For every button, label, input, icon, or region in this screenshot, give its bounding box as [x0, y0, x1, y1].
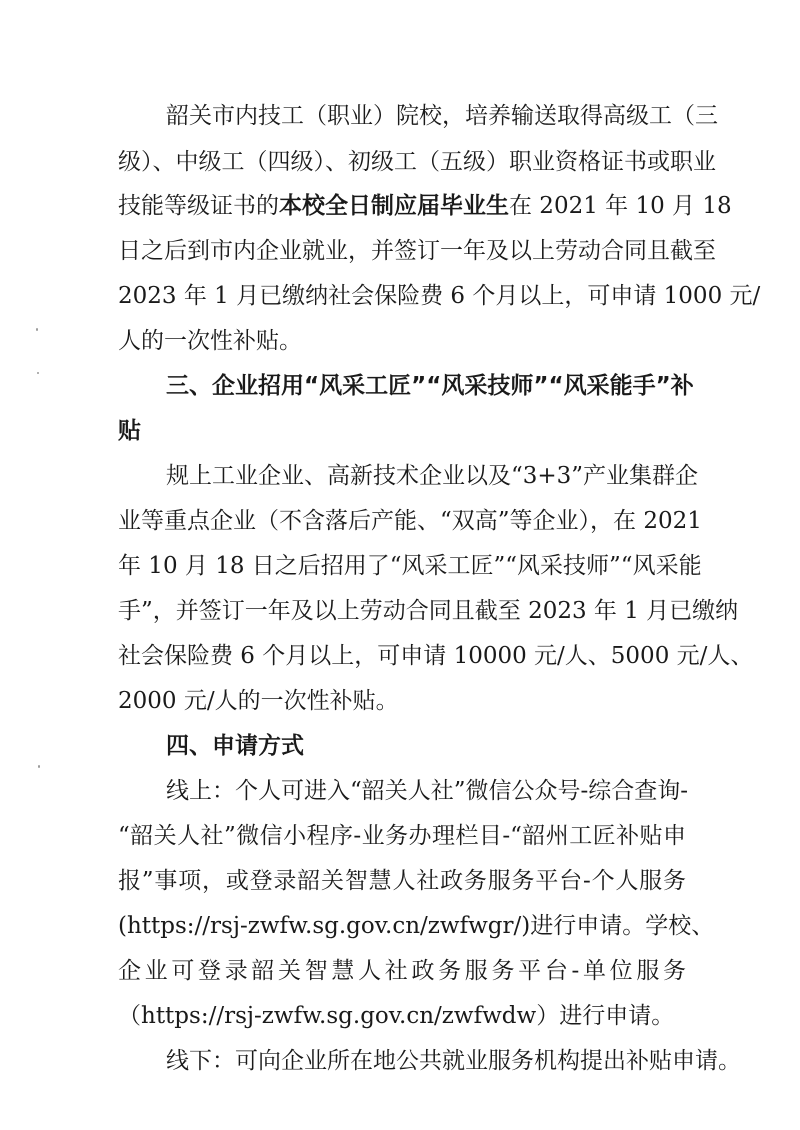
section3-line5: 社会保险费 6 个月以上，可申请 10000 元/人、5000 元/人、: [118, 643, 754, 669]
para1-line3-after: 在 2021 年 10 月 18: [509, 193, 732, 219]
section3-line3: 年 10 月 18 日之后招用了“风采工匠”“风采技师”“风采能: [118, 553, 702, 579]
online-line6: （https://rsj-zwfw.sg.gov.cn/zwfwdw）进行申请。: [118, 1003, 675, 1029]
section3-line6: 2000 元/人的一次性补贴。: [118, 688, 399, 714]
online-line2: “韶关人社”微信小程序-业务办理栏目-“韶州工匠补贴申: [118, 823, 686, 849]
para1-line3-bold: 本校全日制应届毕业生: [279, 193, 509, 219]
offline-line1: 线下：可向企业所在地公共就业服务机构提出补贴申请。: [166, 1048, 741, 1074]
scan-speck: [38, 765, 40, 768]
para1-line1: 韶关市内技工（职业）院校，培养输送取得高级工（三: [166, 103, 718, 129]
section3-line2: 业等重点企业（不含落后产能、“双高”等企业），在 2021: [118, 508, 702, 534]
scan-speck: [37, 372, 39, 374]
para1-line6: 人的一次性补贴。: [118, 328, 302, 354]
section3-heading-line1: 三、企业招用“风采工匠”“风采技师”“风采能手”补: [166, 373, 694, 399]
scan-speck: [36, 328, 38, 331]
online-line4: (https://rsj-zwfw.sg.gov.cn/zwfwgr/)进行申请。学校、: [118, 913, 715, 939]
para1-line2: 级）、中级工（四级）、初级工（五级）职业资格证书或职业: [118, 149, 716, 175]
para1-line4: 日之后到市内企业就业，并签订一年及以上劳动合同且截至: [118, 238, 716, 264]
online-line1: 线上：个人可进入“韶关人社”微信公众号-综合查询-: [166, 778, 689, 804]
section4-heading: 四、申请方式: [166, 733, 304, 759]
para1-line3: [118, 190, 732, 222]
para1-line3-before: 技能等级证书的: [118, 193, 279, 219]
section3-heading-line2: 贴: [118, 418, 141, 444]
section3-line4: 手”，并签订一年及以上劳动合同且截至 2023 年 1 月已缴纳: [118, 598, 739, 624]
para1-line5: 2023 年 1 月已缴纳社会保险费 6 个月以上，可申请 1000 元/: [118, 283, 761, 309]
section3-line1: 规上工业企业、高新技术企业以及“3+3”产业集群企: [166, 463, 699, 489]
online-line3: 报”事项，或登录韶关智慧人社政务服务平台-个人服务: [118, 868, 686, 894]
online-line5: 企业可登录韶关智慧人社政务服务平台-单位服务: [118, 958, 686, 984]
